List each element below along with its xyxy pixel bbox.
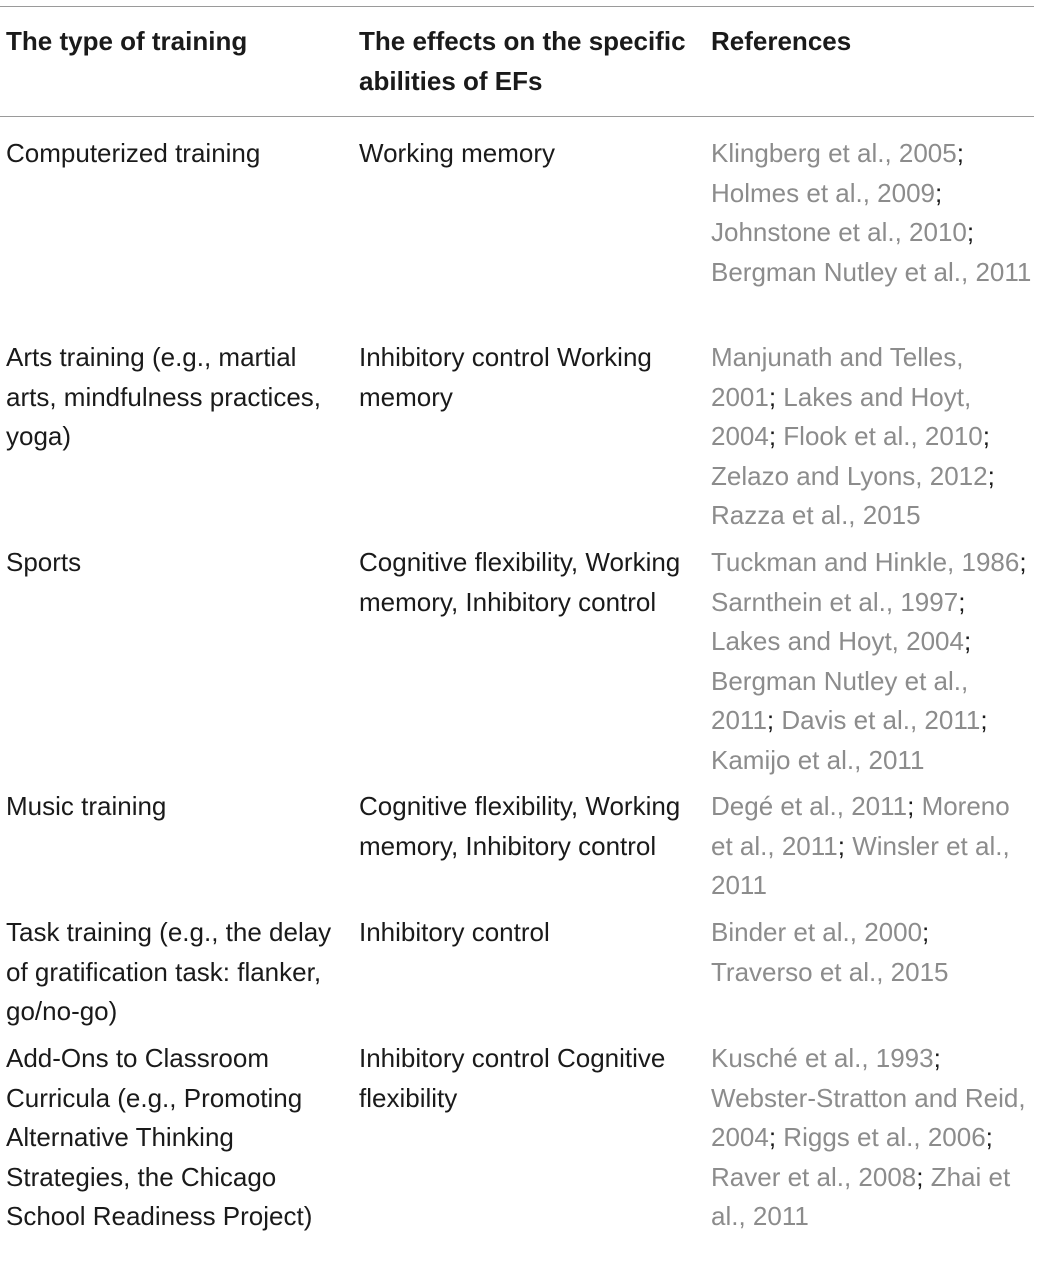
row-1-references[interactable]: Klingberg et al., 2005; Holmes et al., 2009; Johnstone et al., 2010; Bergman Nutley et al., 2011 [711,138,1032,287]
row-4-training: Music training [6,791,167,821]
row-6-references[interactable]: Kusché et al., 1993; Webster-Stratton and Reid, 2004; Riggs et al., 2006; Raver et al., 2008; Zhai et al., 2011 [711,1043,1026,1231]
row-1-training: Computerized training [6,138,261,168]
row-3-references[interactable]: Tuckman and Hinkle, 1986; Sarnthein et al., 1997; Lakes and Hoyt, 2004; Bergman Nutley et al., 2011; Davis et al., 2011; Kamijo et al., 2011 [711,547,1027,775]
header-references: References [711,26,852,56]
row-3-effects: Cognitive flexibility, Working memory, Inhibitory control [359,547,681,617]
row-3-training: Sports [6,547,82,577]
table-top-rule [0,6,1034,7]
row-4-effects: Cognitive flexibility, Working memory, Inhibitory control [359,791,681,861]
row-2-references[interactable]: Manjunath and Telles, 2001; Lakes and Hoyt, 2004; Flook et al., 2010; Zelazo and Lyons, 2012; Razza et al., 2015 [711,342,995,530]
header-effects: The effects on the specific abilities of EFs [359,26,686,96]
row-6-effects: Inhibitory control Cognitive flexibility [359,1043,666,1113]
row-4-references[interactable]: Degé et al., 2011; Moreno et al., 2011; Winsler et al., 2011 [711,791,1010,900]
row-2-training: Arts training (e.g., martial arts, mindfulness practices, yoga) [6,342,322,451]
header-divider-rule [0,116,1034,117]
row-2-effects: Inhibitory control Working memory [359,342,652,412]
row-6-training: Add-Ons to Classroom Curricula (e.g., Promoting Alternative Thinking Strategies, the Chicago School Readiness Project) [6,1043,313,1231]
row-1-effects: Working memory [359,138,556,168]
row-5-training: Task training (e.g., the delay of gratification task: flanker, go/no-go) [6,917,332,1026]
header-training-type: The type of training [6,26,248,56]
row-5-references[interactable]: Binder et al., 2000; Traverso et al., 2015 [711,917,949,987]
row-5-effects: Inhibitory control [359,917,550,947]
